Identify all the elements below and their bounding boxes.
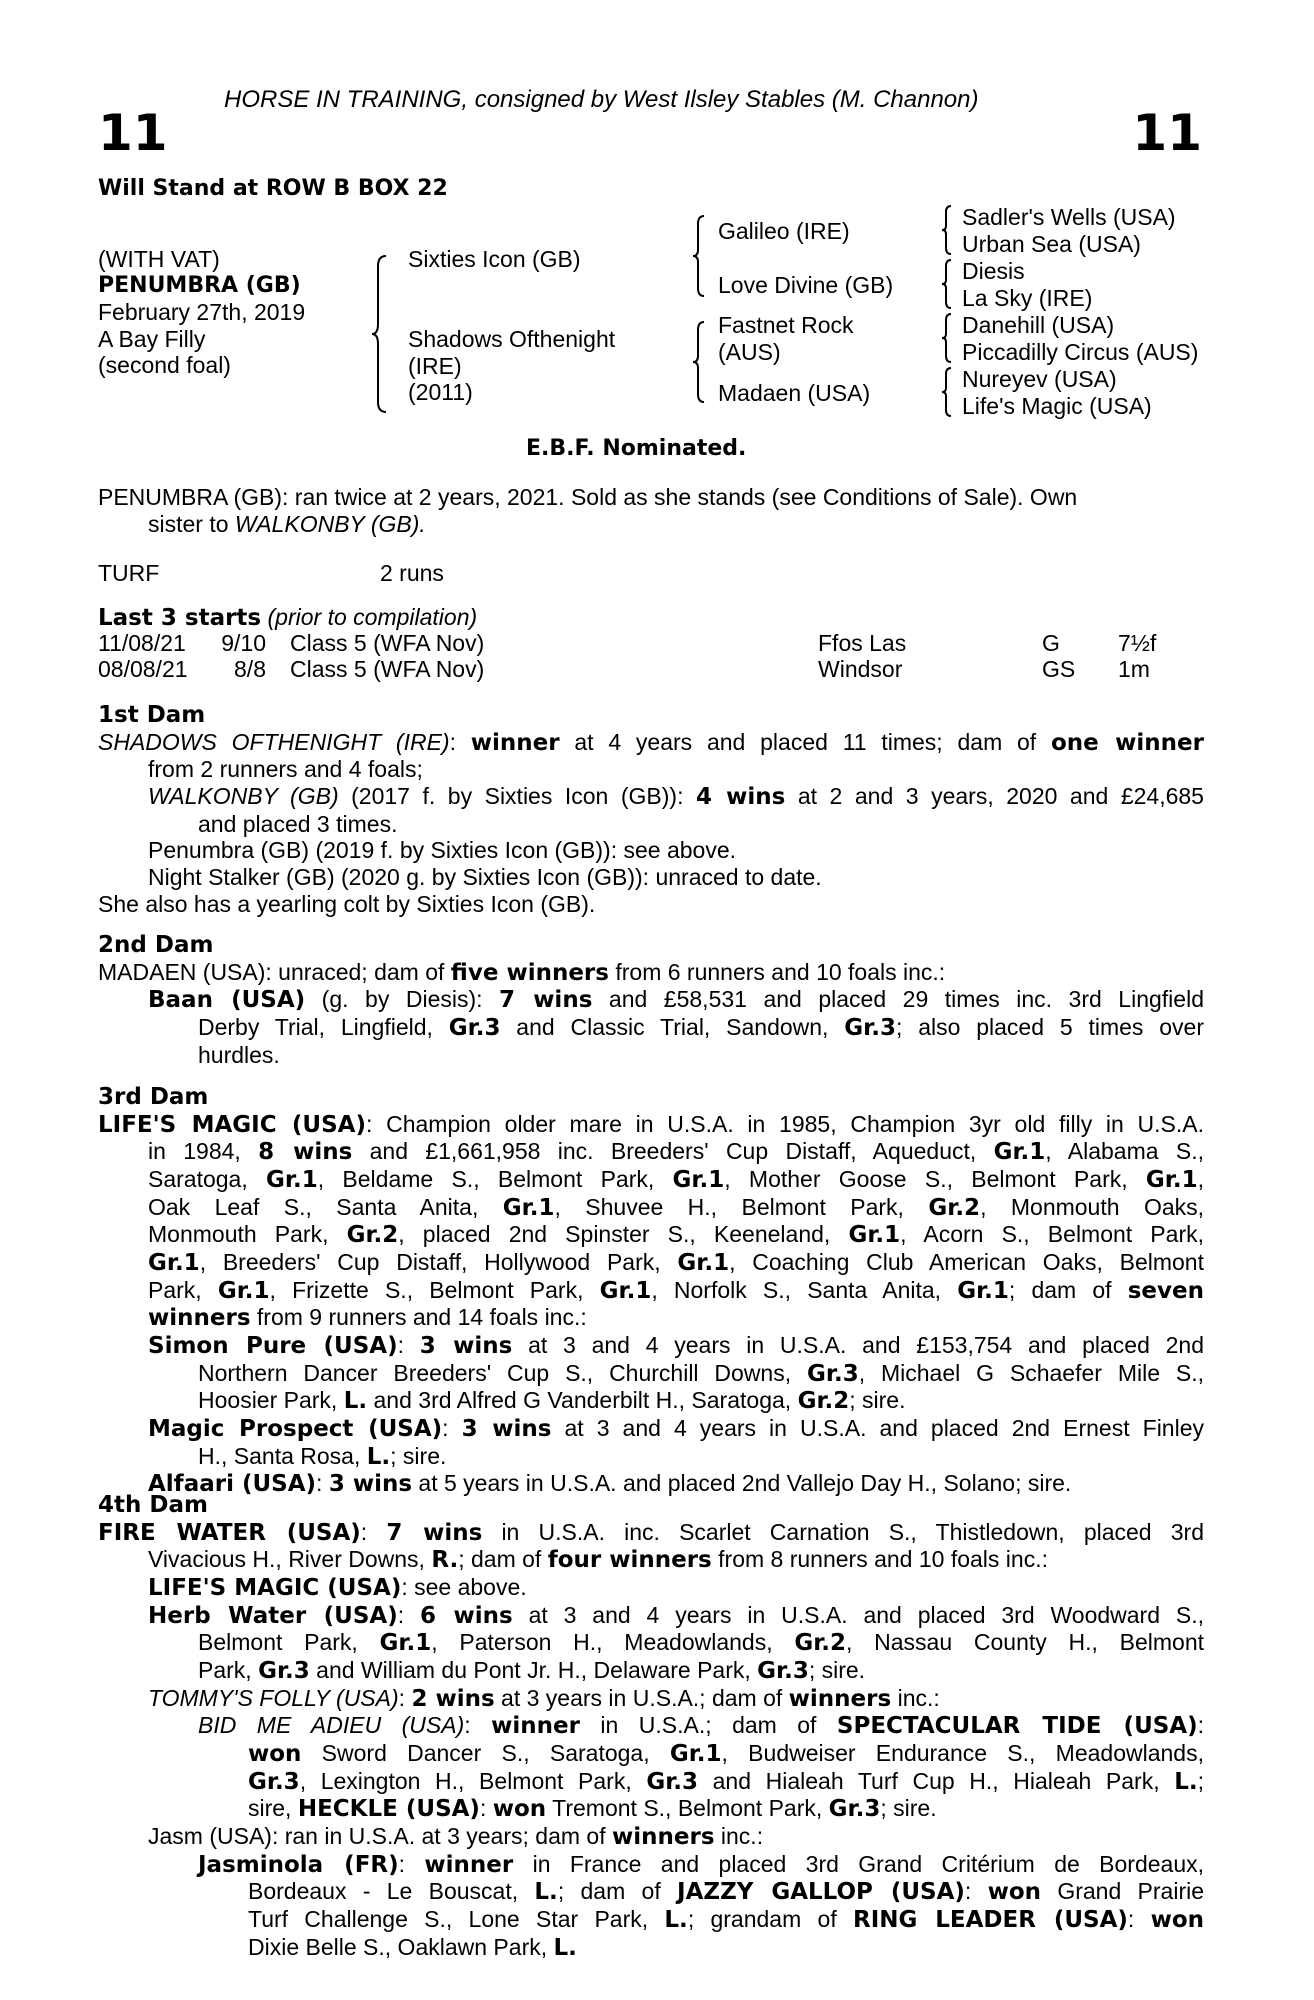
text-fragment: ; sire. xyxy=(849,1387,906,1414)
text-fragment: at 5 years in U.S.A. and placed 2nd Vallejo Day H., Solano; sire. xyxy=(412,1470,1072,1497)
text-fragment: (g. by Diesis): xyxy=(305,986,500,1013)
last-starts-heading xyxy=(98,604,477,632)
start-distance: 1m xyxy=(1118,656,1150,682)
text-fragment: Gr.1 xyxy=(148,1250,200,1277)
pedigree-dss: Danehill (USA) xyxy=(962,312,1115,338)
last-starts-subtitle: (prior to compilation) xyxy=(267,604,478,630)
text-fragment: at 2 and 3 years, 2020 and £24,685 xyxy=(785,783,1204,810)
text-fragment: Simon Pure (USA) xyxy=(148,1333,398,1360)
text-fragment: , Alabama S., xyxy=(1045,1138,1204,1165)
horse-name: PENUMBRA (GB) xyxy=(98,272,301,298)
text-fragment: ; sire. xyxy=(880,1795,937,1822)
text-fragment: Gr.1 xyxy=(848,1222,901,1249)
text-fragment: Gr.1 xyxy=(957,1277,1009,1304)
pedigree-brace xyxy=(940,204,954,256)
text-fragment: at 3 and 4 years in U.S.A. and placed 2nd Ernest Finley xyxy=(551,1415,1204,1442)
start-race: Class 5 (WFA Nov) xyxy=(290,656,485,682)
text-fragment: sire, xyxy=(248,1795,298,1822)
text-line: Penumbra (GB) (2019 f. by Sixties Icon (GB)): see above. xyxy=(148,837,737,864)
text-fragment: LIFE'S MAGIC (USA) xyxy=(98,1111,366,1138)
text-fragment: TOMMY'S FOLLY (USA) xyxy=(148,1684,399,1711)
text-fragment: Gr.3 xyxy=(757,1658,809,1685)
text-fragment: from 6 runners and 10 foals inc.: xyxy=(608,958,946,985)
text-fragment: at 3 and 4 years in U.S.A. and placed 3rd Woodward S., xyxy=(512,1601,1204,1628)
text-line xyxy=(98,1768,1204,1796)
lot-number-right: 11 xyxy=(1132,104,1202,162)
text-fragment: LIFE'S MAGIC (USA) xyxy=(148,1575,402,1602)
text-fragment: Gr.2 xyxy=(928,1194,981,1221)
text-fragment: Gr.2 xyxy=(797,1388,850,1415)
text-line xyxy=(98,1249,1204,1277)
text-line xyxy=(98,1387,1204,1415)
text-fragment: one winner xyxy=(1051,729,1205,756)
text-fragment: , Nassau County H., Belmont xyxy=(846,1629,1204,1656)
text-fragment: , Frizette S., Belmont Park, xyxy=(269,1276,600,1303)
text-line xyxy=(98,1934,1204,1962)
text-line xyxy=(98,1574,1204,1602)
start-going: G xyxy=(1042,630,1060,656)
text-fragment: inc.: xyxy=(714,1823,764,1850)
text-line xyxy=(98,1277,1204,1305)
text-fragment: L. xyxy=(534,1879,558,1906)
text-fragment: Belmont Park, xyxy=(198,1629,380,1656)
start-date: 11/08/21 xyxy=(98,630,186,656)
pedigree-brace xyxy=(368,254,390,414)
text-fragment: Gr.3 xyxy=(807,1360,859,1387)
text-fragment: , Acorn S., Belmont Park, xyxy=(900,1221,1204,1248)
text-fragment: , Monmouth Oaks, xyxy=(980,1193,1205,1220)
text-fragment: : xyxy=(964,1878,988,1905)
text-fragment: FIRE WATER (USA) xyxy=(98,1519,361,1546)
pedigree-ssd: Urban Sea (USA) xyxy=(962,231,1141,257)
start-course: Windsor xyxy=(818,656,903,682)
start-date: 08/08/21 xyxy=(98,656,188,682)
text-line: from 2 runners and 4 foals; xyxy=(148,756,423,783)
text-line xyxy=(98,1166,1204,1194)
text-line: She also has a yearling colt by Sixties Icon (GB). xyxy=(98,890,596,917)
text-fragment: and William du Pont Jr. H., Delaware Park, xyxy=(309,1657,758,1684)
text-fragment: Gr.2 xyxy=(794,1630,847,1657)
last-starts-title: Last 3 starts xyxy=(98,605,262,631)
text-fragment: , Breeders' Cup Distaff, Hollywood Park, xyxy=(199,1249,678,1276)
pedigree-dam-sire-country: (AUS) xyxy=(718,338,781,365)
text-fragment: JAZZY GALLOP (USA) xyxy=(677,1879,965,1906)
text-line: hurdles. xyxy=(198,1041,280,1068)
start-going: GS xyxy=(1042,656,1076,682)
text-fragment: ; xyxy=(1197,1767,1204,1794)
text-fragment: : xyxy=(449,728,471,755)
pedigree-brace xyxy=(940,366,954,418)
text-fragment: and 3rd Alfred G Vanderbilt H., Saratoga, xyxy=(367,1387,798,1414)
text-line xyxy=(98,1878,1204,1906)
text-fragment: winners xyxy=(148,1305,251,1332)
pedigree-dam-year: (2011) xyxy=(408,379,473,406)
text-fragment: Gr.3 xyxy=(258,1658,310,1685)
second-dam-heading: 2nd Dam xyxy=(98,932,214,958)
text-line xyxy=(98,1657,1204,1685)
sibling-name: WALKONBY (GB). xyxy=(234,510,426,537)
text-fragment: : xyxy=(464,1712,492,1739)
text-fragment: and £1,661,958 inc. Breeders' Cup Distaff, Aqueduct, xyxy=(352,1138,994,1165)
text-fragment: ; also placed 5 times over xyxy=(895,1014,1205,1041)
text-fragment: winner xyxy=(491,1713,580,1740)
text-fragment: : xyxy=(398,1850,425,1877)
vat-note: (WITH VAT) xyxy=(98,246,220,272)
text-fragment: , Beldame S., Belmont Park, xyxy=(317,1166,673,1193)
text-fragment: ; sire. xyxy=(390,1442,447,1469)
text-fragment: Jasminola (FR) xyxy=(198,1851,399,1878)
pedigree-sss: Sadler's Wells (USA) xyxy=(962,204,1176,230)
text-fragment: Gr.1 xyxy=(217,1277,270,1304)
text-fragment: ; dam of xyxy=(1008,1276,1128,1303)
text-fragment: RING LEADER (USA) xyxy=(852,1907,1128,1934)
text-fragment: H., Santa Rosa, xyxy=(198,1442,367,1469)
text-fragment: Bordeaux - Le Bouscat, xyxy=(248,1878,535,1905)
pedigree-sire: Sixties Icon (GB) xyxy=(408,246,581,272)
text-fragment: Sword Dancer S., Saratoga, xyxy=(301,1740,670,1767)
text-fragment: SHADOWS OFTHENIGHT (IRE) xyxy=(98,728,450,755)
text-fragment: BID ME ADIEU (USA) xyxy=(198,1712,465,1739)
text-fragment: Gr.1 xyxy=(1145,1167,1198,1194)
text-fragment: Gr.2 xyxy=(346,1222,399,1249)
pedigree-brace xyxy=(690,320,708,404)
text-fragment: (2017 f. by Sixties Icon (GB)): xyxy=(338,783,696,810)
text-fragment: at 3 years in U.S.A.; dam of xyxy=(494,1684,789,1711)
text-line xyxy=(98,1823,1204,1851)
turf-runs: 2 runs xyxy=(380,560,444,586)
text-line xyxy=(98,1740,1204,1768)
text-line xyxy=(98,1795,1204,1823)
text-fragment: 3 wins xyxy=(328,1471,413,1498)
text-fragment: ; grandam of xyxy=(687,1906,853,1933)
text-fragment: Gr.3 xyxy=(248,1768,300,1795)
pedigree-brace xyxy=(690,214,708,298)
text-fragment: Gr.3 xyxy=(646,1768,699,1795)
pedigree-dam xyxy=(408,326,615,406)
text-line xyxy=(98,986,1204,1014)
text-fragment: at 3 and 4 years in U.S.A. and £153,754 and placed 2nd xyxy=(512,1332,1205,1359)
text-fragment: Vivacious H., River Downs, xyxy=(148,1546,432,1573)
text-fragment: 6 wins xyxy=(420,1602,513,1629)
start-distance: 7½f xyxy=(1118,630,1157,656)
text-line xyxy=(98,1546,1204,1574)
text-fragment: won xyxy=(1150,1907,1205,1934)
pedigree-ddd: Life's Magic (USA) xyxy=(962,393,1152,419)
text-fragment: SPECTACULAR TIDE (USA) xyxy=(836,1713,1198,1740)
text-fragment: : xyxy=(398,1684,412,1711)
text-fragment: won xyxy=(492,1796,547,1823)
text-fragment: Gr.1 xyxy=(599,1277,652,1304)
text-fragment: Gr.1 xyxy=(677,1250,730,1277)
text-fragment: , Paterson H., Meadowlands, xyxy=(431,1629,795,1656)
text-fragment: Park, xyxy=(198,1657,259,1684)
text-fragment: , Coaching Club American Oaks, Belmont xyxy=(729,1249,1204,1276)
text-fragment: , Mother Goose S., Belmont Park, xyxy=(724,1166,1146,1193)
text-fragment: : xyxy=(479,1795,493,1822)
text-line xyxy=(98,1443,1204,1471)
text-fragment: : xyxy=(397,1332,420,1359)
text-fragment: won xyxy=(987,1879,1042,1906)
text-fragment: L. xyxy=(664,1907,688,1934)
turf-label: TURF xyxy=(98,560,160,586)
text-fragment: Gr.1 xyxy=(379,1630,432,1657)
text-fragment: 7 wins xyxy=(386,1519,483,1546)
text-fragment: Gr.1 xyxy=(993,1139,1046,1166)
first-dam-section xyxy=(98,702,1204,917)
horse-description: A Bay Filly xyxy=(98,325,206,352)
pedigree-brace xyxy=(940,312,954,364)
first-dam-heading: 1st Dam xyxy=(98,702,206,728)
start-position: 9/10 xyxy=(221,630,266,656)
text-fragment: : xyxy=(397,1601,420,1628)
text-line: Night Stalker (GB) (2020 g. by Sixties Icon (GB)): unraced to date. xyxy=(148,864,822,891)
pedigree-dam-dam: Madaen (USA) xyxy=(718,380,871,406)
text-line xyxy=(98,729,1204,757)
pedigree-sire-dam: Love Divine (GB) xyxy=(718,272,894,298)
text-fragment: inc.: xyxy=(891,1684,940,1711)
text-line xyxy=(98,1138,1204,1166)
text-fragment: in U.S.A. inc. Scarlet Carnation S., Thistledown, placed 3rd xyxy=(482,1518,1204,1545)
text-fragment: , Norfolk S., Santa Anita, xyxy=(651,1276,958,1303)
pedigree-dam-sire-name: Fastnet Rock xyxy=(718,312,854,338)
text-line: and placed 3 times. xyxy=(198,810,398,837)
text-fragment: L. xyxy=(1174,1768,1198,1795)
text-fragment: : xyxy=(1197,1712,1205,1739)
text-fragment: winner xyxy=(470,729,560,756)
text-fragment: Gr.1 xyxy=(669,1741,722,1768)
text-line xyxy=(98,1415,1204,1443)
text-fragment: seven xyxy=(1127,1277,1204,1304)
text-fragment: Northern Dancer Breeders' Cup S., Churchill Downs, xyxy=(198,1359,808,1386)
text-line xyxy=(98,1304,1204,1332)
text-line xyxy=(98,1332,1204,1360)
pedigree-sdd: La Sky (IRE) xyxy=(962,285,1093,311)
text-fragment: ; dam of xyxy=(458,1546,548,1573)
text-fragment: Magic Prospect (USA) xyxy=(148,1416,443,1443)
text-line xyxy=(98,1629,1204,1657)
text-line xyxy=(98,1906,1204,1934)
text-fragment: in U.S.A.; dam of xyxy=(579,1712,837,1739)
text-fragment: Oak Leaf S., Santa Anita, xyxy=(148,1193,503,1220)
fourth-dam-heading: 4th Dam xyxy=(98,1492,208,1518)
text-fragment: HECKLE (USA) xyxy=(297,1796,480,1823)
text-fragment: L. xyxy=(553,1934,577,1961)
text-fragment: Gr.1 xyxy=(672,1167,725,1194)
text-fragment: won xyxy=(248,1741,302,1768)
text-fragment: : Champion older mare in U.S.A. in 1985, Champion 3yr old filly in U.S.A. xyxy=(365,1110,1204,1137)
text-fragment: : xyxy=(316,1470,329,1497)
text-fragment: , placed 2nd Spinster S., Keeneland, xyxy=(398,1221,849,1248)
text-fragment: L. xyxy=(366,1443,391,1470)
text-line xyxy=(98,1221,1204,1249)
race-summary xyxy=(98,484,1204,537)
text-fragment: , Michael G Schaefer Mile S., xyxy=(858,1359,1204,1386)
text-fragment: Baan (USA) xyxy=(148,987,306,1014)
text-line xyxy=(98,783,1204,811)
text-fragment: , Lexington H., Belmont Park, xyxy=(299,1767,647,1794)
text-fragment: Gr.1 xyxy=(266,1167,318,1194)
text-fragment: Monmouth Park, xyxy=(148,1221,347,1248)
text-fragment: Herb Water (USA) xyxy=(148,1602,398,1629)
text-fragment: Park, xyxy=(148,1276,218,1303)
text-line xyxy=(98,1360,1204,1388)
pedigree-sire-sire: Galileo (IRE) xyxy=(718,218,850,244)
text-fragment: winner xyxy=(424,1851,514,1878)
text-fragment: L. xyxy=(343,1388,368,1415)
pedigree-sds: Diesis xyxy=(962,258,1025,284)
pedigree-dds: Nureyev (USA) xyxy=(962,366,1117,392)
pedigree-dam-name: Shadows Ofthenight xyxy=(408,326,616,352)
foaled-date: February 27th, 2019 xyxy=(98,299,306,326)
text-line xyxy=(98,1194,1204,1222)
foal-note: (second foal) xyxy=(98,352,231,379)
consignment-line: HORSE IN TRAINING, consigned by West Ilsley Stables (M. Channon) xyxy=(224,86,979,113)
location-line: Will Stand at ROW B BOX 22 xyxy=(98,176,448,201)
text-fragment: and £58,531 and placed 29 times inc. 3rd Lingfield xyxy=(592,986,1204,1013)
text-fragment: Turf Challenge S., Lone Star Park, xyxy=(248,1906,665,1933)
text-fragment: , Budweiser Endurance S., Meadowlands, xyxy=(721,1740,1204,1767)
text-fragment: : see above. xyxy=(401,1574,527,1601)
text-fragment: and Hialeah Turf Cup H., Hialeah Park, xyxy=(698,1767,1175,1794)
text-fragment: 4 wins xyxy=(695,784,786,811)
start-race: Class 5 (WFA Nov) xyxy=(290,630,485,656)
second-dam-section xyxy=(98,932,1204,1068)
text-fragment: from 8 runners and 10 foals inc.: xyxy=(711,1546,1048,1573)
text-fragment: 2 wins xyxy=(411,1685,495,1712)
text-fragment: four winners xyxy=(547,1547,712,1574)
text-fragment: winners xyxy=(788,1685,892,1712)
text-fragment: Tremont S., Belmont Park, xyxy=(546,1795,829,1822)
text-fragment: : xyxy=(1127,1906,1151,1933)
text-fragment: and Classic Trial, Sandown, xyxy=(500,1014,845,1041)
text-fragment: from 9 runners and 14 foals inc.: xyxy=(250,1304,587,1331)
start-position: 8/8 xyxy=(234,656,266,682)
third-dam-heading: 3rd Dam xyxy=(98,1084,209,1110)
text-line xyxy=(98,1602,1204,1630)
ebf-nominated: E.B.F. Nominated. xyxy=(526,436,747,461)
pedigree-brace xyxy=(940,258,954,310)
text-fragment: Gr.1 xyxy=(502,1194,555,1221)
text-fragment: Grand Prairie xyxy=(1041,1878,1205,1905)
text-fragment: Gr.3 xyxy=(828,1796,881,1823)
text-fragment: WALKONBY (GB) xyxy=(148,783,339,810)
text-fragment: R. xyxy=(431,1547,459,1574)
third-dam-section xyxy=(98,1084,1204,1498)
text-line xyxy=(98,1111,1204,1139)
text-fragment: winners xyxy=(612,1824,715,1851)
text-fragment: 7 wins xyxy=(499,987,593,1014)
text-fragment: 8 wins xyxy=(258,1139,353,1166)
text-fragment: 3 wins xyxy=(461,1416,552,1443)
lot-number-left: 11 xyxy=(98,104,168,162)
summary-line: PENUMBRA (GB): ran twice at 2 years, 2021. Sold as she stands (see Conditions of Sale). Own xyxy=(98,484,1078,510)
text-fragment: ; dam of xyxy=(557,1878,678,1905)
text-fragment: , xyxy=(1197,1166,1204,1193)
text-fragment: five winners xyxy=(450,959,609,986)
pedigree-dam-country: (IRE) xyxy=(408,352,462,379)
text-line xyxy=(98,1519,1204,1547)
text-fragment: ; sire. xyxy=(808,1657,866,1684)
text-fragment: Gr.3 xyxy=(844,1015,896,1042)
pedigree-dsd: Piccadilly Circus (AUS) xyxy=(962,339,1199,365)
text-fragment: at 4 years and placed 11 times; dam of xyxy=(559,728,1051,755)
start-course: Ffos Las xyxy=(818,630,907,656)
text-line xyxy=(98,1685,1204,1713)
horse-details xyxy=(98,246,305,379)
text-fragment: 3 wins xyxy=(419,1333,513,1360)
summary-text: sister to xyxy=(148,510,235,537)
text-line xyxy=(98,1712,1204,1740)
text-fragment: , Shuvee H., Belmont Park, xyxy=(554,1193,929,1220)
text-fragment: : xyxy=(442,1415,462,1442)
text-line xyxy=(98,1851,1204,1879)
text-fragment: : xyxy=(360,1518,387,1545)
pedigree-dam-sire xyxy=(718,312,854,365)
text-fragment: Hoosier Park, xyxy=(198,1387,344,1414)
text-fragment: Saratoga, xyxy=(148,1166,267,1193)
text-line xyxy=(98,1014,1204,1042)
text-fragment: Dixie Belle S., Oaklawn Park, xyxy=(248,1933,554,1960)
summary-line xyxy=(98,511,1204,538)
text-fragment: in France and placed 3rd Grand Critérium de Bordeaux, xyxy=(513,1850,1204,1877)
text-fragment: Alfaari (USA) xyxy=(148,1471,317,1498)
text-fragment: Jasm (USA): ran in U.S.A. at 3 years; dam of xyxy=(148,1823,612,1850)
text-fragment: Derby Trial, Lingfield, xyxy=(198,1014,449,1041)
text-fragment: in 1984, xyxy=(148,1138,259,1165)
text-fragment: Gr.3 xyxy=(448,1015,501,1042)
text-line xyxy=(98,959,1204,987)
fourth-dam-section xyxy=(98,1492,1204,1961)
text-fragment: MADAEN (USA): unraced; dam of xyxy=(98,958,451,985)
